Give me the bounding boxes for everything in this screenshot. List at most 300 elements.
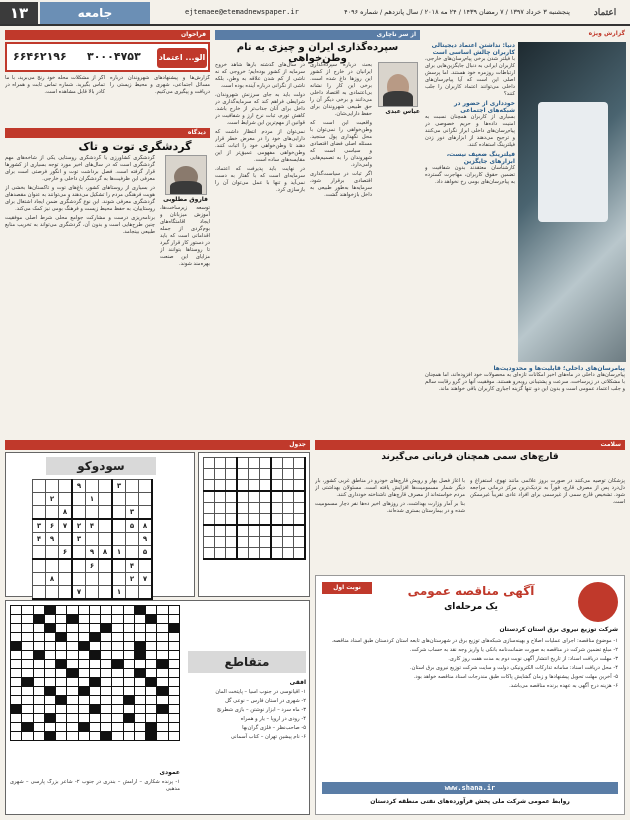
- crossword-cell: [67, 615, 77, 623]
- crossword-cell: [157, 615, 167, 623]
- crossword-cell: [157, 732, 167, 740]
- crossword-cell: [34, 642, 44, 650]
- crossword-cell: [56, 705, 66, 713]
- right-subhead-1: دنیا: نداشتن اعتماد دیجیتالی کاربران چالش اساسی است: [431, 42, 515, 56]
- crossword-cell: [101, 678, 111, 686]
- crossword-cell: [169, 660, 179, 668]
- health-col-1: با آغاز فصل بهار و رویش قارچ‌های خودرو در مناطق غربی کشور، بار دیگر شمار مسمومیت‌ها افزایش یافته است. مسئولان بهداشتی از مردم خواسته‌اند از مصرف قارچ‌های ناشناخته خودداری کنند. بنا بر آمار وزارت بهداشت، در روزهای اخیر ده‌ها نفر دچار مسمومیت شده و در بیمارستان بستری شده‌اند.: [315, 478, 465, 514]
- vertical-clues: ۱- پرنده شکاری – آرامش – بندری در جنوب ۲- شاعر بزرگ پارسی – شهری مذهبی: [10, 779, 180, 792]
- crossword-cell: [157, 669, 167, 677]
- crossword-cell: [22, 615, 32, 623]
- crossword-cell: [56, 732, 66, 740]
- sudoku-answer-cell: [283, 525, 294, 537]
- sudoku-answer-cell: [283, 514, 294, 526]
- opinion-body: گردشگری کشاورزی یا گردشگری روستایی یکی از شاخه‌های مهم گردشگری است که در سال‌های اخیر مورد توجه بسیاری از کشورها قرار گرفته است. فصل برداشت توت و انگور فرصتی است برای معرفی این ظرفیت‌ها به گردشگران داخلی و خارجی. در بسیاری از روستاهای کشور، باغ‌های توت و تاکستان‌ها بخشی از هویت فرهنگی مردم را تشکیل می‌دهند و می‌توانند به عنوان مقصدهای گردشگری معرفی شوند. این نوع گردشگری ضمن ایجاد اشتغال برای روستاییان، به حفظ محیط زیست و فرهنگ بومی نیز کمک می‌کند. برنامه‌ریزی درست و مشارکت جوامع محلی شرط اصلی موفقیت چنین طرح‌هایی است و بدون آن، گردشگری می‌تواند به تخریب منابع طبیعی بینجامد.: [5, 155, 155, 235]
- crossword-cell: [101, 624, 111, 632]
- crossword-cell: [45, 642, 55, 650]
- sudoku-answer-cell: [283, 480, 294, 492]
- crossword-cell: [157, 624, 167, 632]
- crossword-cell: [112, 606, 122, 614]
- crossword-cell: [146, 642, 156, 650]
- sudoku-cell: ۴: [33, 533, 46, 546]
- crossword-cell: [135, 669, 145, 677]
- sudoku-answer-cell: [215, 503, 226, 514]
- sudoku-answer-cell: [283, 548, 294, 560]
- crossword-cell: [101, 705, 111, 713]
- crossword-cell: [112, 696, 122, 704]
- sudoku-cell: [59, 573, 73, 586]
- sudoku-cell: [99, 559, 113, 573]
- crossword-cell: [11, 714, 21, 722]
- crossword-cell: [157, 723, 167, 731]
- sudoku-answer-cell: [260, 514, 272, 526]
- main-author-photo: [378, 62, 418, 107]
- sudoku-cell: ۸: [139, 519, 153, 533]
- sudoku-answer-cell: [215, 525, 226, 537]
- sudoku-cell: [86, 533, 99, 546]
- crossword-cell: [90, 705, 100, 713]
- sudoku-answer-cell: [283, 458, 294, 469]
- crossword-cell: [45, 615, 55, 623]
- sudoku-answer-cell: [271, 514, 283, 526]
- crossword-cell: [45, 687, 55, 695]
- crossword-cell: [79, 723, 89, 731]
- sudoku-cell: [126, 493, 139, 506]
- sudoku-answer-cell: [237, 514, 249, 526]
- sudoku-answer-cell: [260, 537, 272, 548]
- opinion-headline: گردشگری توت و تاک: [78, 140, 192, 153]
- crossword-cell: [67, 633, 77, 641]
- crossword-cell: [146, 714, 156, 722]
- crossword-cell: [22, 660, 32, 668]
- crossword-cell: [90, 687, 100, 695]
- sudoku-cell: ۵: [139, 546, 153, 560]
- crossword-cell: [112, 660, 122, 668]
- sudoku-answer-cell: [249, 537, 260, 548]
- crossword-cell: [90, 651, 100, 659]
- sudoku-cell: [46, 546, 59, 560]
- crossword-cell: [79, 615, 89, 623]
- opinion-bar: دیدگاه: [5, 128, 210, 138]
- crossword-cell: [34, 705, 44, 713]
- crossword-cell: [56, 651, 66, 659]
- crossword-cell: [90, 624, 100, 632]
- sudoku-cell: [86, 506, 99, 520]
- crossword-cell: [157, 687, 167, 695]
- crossword-cell: [135, 732, 145, 740]
- sudoku-cell: ۳: [126, 506, 139, 520]
- sudoku-answer-cell: [294, 548, 306, 560]
- crossword-cell: [135, 723, 145, 731]
- crossword-cell: [101, 696, 111, 704]
- crossword-cell: [157, 633, 167, 641]
- crossword-cell: [135, 642, 145, 650]
- crossword-cell: [56, 615, 66, 623]
- sudoku-cell: ۸: [99, 546, 113, 560]
- sudoku-answer-cell: [215, 548, 226, 560]
- ad-brand: الو... اعتماد: [157, 48, 207, 68]
- opinion-author: فاروق مطلوبی: [163, 196, 208, 203]
- crossword-cell: [79, 651, 89, 659]
- crossword-cell: [79, 732, 89, 740]
- crossword-cell: [45, 669, 55, 677]
- section-email: ejtemaee@etemadnewspaper.ir: [185, 8, 299, 16]
- crossword-cell: [157, 642, 167, 650]
- crossword-cell: [124, 687, 134, 695]
- crossword-cell: [169, 714, 179, 722]
- crossword-cell: [135, 687, 145, 695]
- crossword-cell: [146, 615, 156, 623]
- crossword-cell: [112, 615, 122, 623]
- crossword-cell: [11, 732, 21, 740]
- crossword-cell: [112, 669, 122, 677]
- sudoku-answer-cell: [215, 480, 226, 492]
- crossword-cell: [34, 669, 44, 677]
- crossword-cell: [101, 732, 111, 740]
- sudoku-title: سودوکو: [46, 457, 156, 475]
- sudoku-answer-grid: [203, 457, 306, 560]
- sudoku-answer-cell: [271, 503, 283, 514]
- crossword-cell: [45, 678, 55, 686]
- sudoku-cell: [112, 493, 126, 506]
- crossword-cell: [56, 642, 66, 650]
- crossword-cell: [124, 669, 134, 677]
- crossword-cell: [22, 606, 32, 614]
- crossword-cell: [45, 624, 55, 632]
- crossword-cell: [90, 678, 100, 686]
- tender-site[interactable]: www.shana.ir: [322, 782, 618, 794]
- crossword-cell: [135, 678, 145, 686]
- crossword-cell: [169, 651, 179, 659]
- crossword-cell: [157, 651, 167, 659]
- crossword-panel: [5, 600, 310, 815]
- crossword-cell: [22, 696, 32, 704]
- sudoku-answer-cell: [294, 514, 306, 526]
- sudoku-cell: [46, 506, 59, 520]
- main-article-col-1: بحث درباره سپرده‌گذاری ایرانیان در خارج از کشور این روزها داغ شده است. برخی این کار را نشانه بی‌اعتمادی به اقتصاد داخلی می‌دانند و برخی دیگر آن را حق طبیعی شهروندان برای حفظ دارایی‌شان. واقعیت این است که وطن‌خواهی را نمی‌توان با محل نگهداری پول سنجید. مسئله اصلی فضای اقتصادی و سیاسی است که شهروندان را به تصمیم‌هایی وامی‌دارد. اگر ثبات در سیاست‌گذاری اقتصادی برقرار شود، سرمایه‌ها به‌طور طبیعی به داخل بازخواهند گشت.: [310, 62, 372, 198]
- sudoku-answer-cell: [226, 491, 238, 503]
- crossword-cell: [45, 633, 55, 641]
- crossword-cell: [79, 714, 89, 722]
- sudoku-cell: [72, 493, 86, 506]
- right-subhead-4: پیامرسان‌های داخلی؛ قابلیت‌ها و محدودیت‌ها: [493, 365, 625, 372]
- crossword-cell: [11, 660, 21, 668]
- crossword-cell: [11, 624, 21, 632]
- crossword-cell: [135, 696, 145, 704]
- sudoku-cell: [126, 546, 139, 560]
- sudoku-answer-cell: [260, 503, 272, 514]
- sudoku-answer-cell: [294, 491, 306, 503]
- sudoku-cell: [112, 559, 126, 573]
- crossword-cell: [67, 606, 77, 614]
- crossword-cell: [67, 642, 77, 650]
- sudoku-answer-cell: [204, 458, 215, 469]
- crossword-cell: [34, 714, 44, 722]
- crossword-cell: [101, 642, 111, 650]
- sudoku-cell: [112, 573, 126, 586]
- ad-phone-1: ۶۶۴۶۲۱۹۶: [13, 50, 67, 63]
- sudoku-cell: [99, 533, 113, 546]
- crossword-cell: [124, 606, 134, 614]
- sudoku-answer-cell: [226, 469, 238, 480]
- crossword-cell: [45, 660, 55, 668]
- sudoku-cell: ۹: [46, 533, 59, 546]
- sudoku-cell: ۵: [126, 519, 139, 533]
- sudoku-answer-cell: [204, 491, 215, 503]
- crossword-cell: [157, 678, 167, 686]
- crossword-cell: [169, 678, 179, 686]
- crossword-cell: [169, 615, 179, 623]
- sudoku-answer-cell: [215, 514, 226, 526]
- sudoku-answer-cell: [249, 480, 260, 492]
- sudoku-answer-cell: [271, 548, 283, 560]
- crossword-cell: [67, 624, 77, 632]
- crossword-cell: [34, 606, 44, 614]
- crossword-cell: [56, 687, 66, 695]
- crossword-cell: [157, 696, 167, 704]
- sudoku-answer-cell: [215, 469, 226, 480]
- sudoku-answer-cell: [215, 458, 226, 469]
- sudoku-answer-cell: [283, 537, 294, 548]
- crossword-grid: [10, 605, 180, 741]
- crossword-cell: [112, 705, 122, 713]
- crossword-cell: [112, 651, 122, 659]
- crossword-cell: [169, 705, 179, 713]
- crossword-cell: [45, 606, 55, 614]
- sudoku-cell: ۳: [72, 533, 86, 546]
- sudoku-answer-cell: [294, 525, 306, 537]
- crossword-cell: [169, 723, 179, 731]
- sudoku-cell: [59, 533, 73, 546]
- crossword-cell: [56, 669, 66, 677]
- crossword-cell: [79, 624, 89, 632]
- sudoku-answer-cell: [271, 525, 283, 537]
- crossword-cell: [45, 705, 55, 713]
- right-kicker: گزارش ویژه: [588, 30, 625, 37]
- crossword-cell: [112, 714, 122, 722]
- crossword-cell: [90, 723, 100, 731]
- sudoku-cell: ۶: [46, 519, 59, 533]
- crossword-cell: [124, 615, 134, 623]
- right-subhead-3: فیلترینگ ضعیف نیست، ابزارهای جایگزین: [446, 151, 515, 165]
- crossword-cell: [34, 660, 44, 668]
- crossword-cell: [90, 714, 100, 722]
- crossword-cell: [169, 687, 179, 695]
- crossword-cell: [169, 696, 179, 704]
- sudoku-answer-cell: [294, 469, 306, 480]
- crossword-cell: [135, 606, 145, 614]
- crossword-cell: [11, 687, 21, 695]
- crossword-cell: [146, 624, 156, 632]
- crossword-cell: [34, 696, 44, 704]
- sudoku-cell: ۶: [59, 546, 73, 560]
- crossword-cell: [34, 633, 44, 641]
- crossword-cell: [112, 723, 122, 731]
- crossword-title: متقاطع: [188, 651, 306, 673]
- sudoku-cell: [99, 480, 113, 493]
- sudoku-cell: [99, 519, 113, 533]
- crossword-cell: [146, 633, 156, 641]
- page-number: ۱۳: [0, 2, 38, 24]
- crossword-cell: [67, 696, 77, 704]
- crossword-cell: [11, 606, 21, 614]
- sudoku-cell: [59, 559, 73, 573]
- sudoku-cell: [86, 573, 99, 586]
- sudoku-answer-cell: [271, 537, 283, 548]
- sudoku-cell: ۷: [59, 519, 73, 533]
- crossword-cell: [11, 642, 21, 650]
- sudoku-answer-cell: [249, 514, 260, 526]
- sudoku-cell: ۹: [86, 546, 99, 560]
- crossword-cell: [34, 624, 44, 632]
- sudoku-answer-cell: [271, 458, 283, 469]
- tender-logo-icon: [578, 582, 618, 622]
- right-article-col-2: پیامرسان‌های داخلی؛ قابلیت‌ها و محدودیت‌ها پیام‌رسان‌های داخلی در ماه‌های اخیر امکانات تازه‌ای به محصولات خود افزوده‌اند، اما همچنان با مشکلاتی در زیرساخت، سرعت و پشتیبانی روبه‌رو هستند. موفقیت آنها در گرو رقابت سالم و جلب اعتماد عمومی است و بدون این دو، تنها گزینه اجباری کاربران باقی خواهند ماند.: [425, 365, 625, 392]
- crossword-cell: [124, 624, 134, 632]
- crossword-cell: [22, 651, 32, 659]
- sudoku-cell: [126, 480, 139, 493]
- sudoku-cell: [126, 533, 139, 546]
- crossword-cell: [112, 642, 122, 650]
- sudoku-cell: [139, 559, 153, 573]
- opinion-body-2: توسعه زیرساخت‌ها، آموزش میزبانان و ایجاد اقامتگاه‌های بوم‌گردی از جمله اقداماتی است که باید در دستور کار قرار گیرد تا روستاها بتوانند از مزایای این صنعت بهره‌مند شوند.: [160, 205, 210, 267]
- sudoku-cell: [126, 586, 139, 600]
- crossword-cell: [22, 624, 32, 632]
- main-article-bar: از سر ناچاری: [215, 30, 420, 40]
- crossword-cell: [157, 714, 167, 722]
- sudoku-cell: ۱: [86, 493, 99, 506]
- sudoku-answer-cell: [249, 503, 260, 514]
- crossword-cell: [45, 696, 55, 704]
- sudoku-answer-cell: [294, 537, 306, 548]
- sudoku-answer-cell: [237, 491, 249, 503]
- crossword-cell: [67, 669, 77, 677]
- crossword-cell: [56, 633, 66, 641]
- sudoku-answer-cell: [249, 458, 260, 469]
- sudoku-answer-cell: [204, 537, 215, 548]
- sudoku-answer-cell: [226, 480, 238, 492]
- sudoku-answer-cell: [271, 469, 283, 480]
- sudoku-cell: [139, 480, 153, 493]
- ad-phone-2: ۳۰۰۰۴۷۵۳: [87, 50, 141, 63]
- sudoku-cell: ۶: [86, 559, 99, 573]
- ad-text-right: گزارش‌ها و پیشنهادهای شهروندان درباره مسائل اجتماعی، شهری و محیط زیستی را دریافت و پیگیری می‌کنیم.: [110, 75, 210, 95]
- crossword-cell: [135, 633, 145, 641]
- sudoku-cell: ۸: [59, 506, 73, 520]
- sudoku-cell: [99, 493, 113, 506]
- sudoku-cell: ۲: [72, 519, 86, 533]
- sudoku-answer-cell: [249, 548, 260, 560]
- sudoku-answer-cell: [204, 469, 215, 480]
- crossword-cell: [56, 660, 66, 668]
- crossword-cell: [90, 669, 100, 677]
- crossword-cell: [124, 660, 134, 668]
- crossword-cell: [22, 732, 32, 740]
- sudoku-answer-cell: [204, 514, 215, 526]
- puzzle-bar: جدول: [5, 440, 310, 450]
- sudoku-cell: [86, 480, 99, 493]
- tender-body: ۱- موضوع مناقصه: اجرای عملیات اصلاح و بهینه‌سازی شبکه‌های توزیع برق در شهرستان‌های تابعه استان کردستان طبق اسناد مناقصه. ۲- مبلغ تضمین شرکت در مناقصه به صورت ضمانت‌نامه بانکی یا واریز وجه نقد به حساب شرکت. ۳- مهلت دریافت اسناد: از تاریخ انتشار آگهی نوبت دوم به مدت هفت روز کاری. ۴- محل دریافت اسناد: سامانه تدارکات الکترونیکی دولت و سایت شرکت توزیع نیروی برق استان. ۵- آخرین مهلت تحویل پیشنهادها و زمان گشایش پاکات طبق مندرجات اسناد مناقصه خواهد بود. ۶- هزینه درج آگهی به عهده برنده مناقصه می‌باشد.: [331, 638, 618, 689]
- sudoku-cell: [72, 573, 86, 586]
- sudoku-cell: [86, 586, 99, 600]
- sudoku-cell: [59, 586, 73, 600]
- phone-photo: [518, 42, 626, 362]
- crossword-cell: [79, 705, 89, 713]
- sudoku-cell: ۲: [126, 573, 139, 586]
- sudoku-cell: [99, 506, 113, 520]
- sudoku-answer-cell: [226, 503, 238, 514]
- sudoku-answer-cell: [204, 525, 215, 537]
- crossword-cell: [112, 678, 122, 686]
- main-author: عباس عبدی: [385, 108, 420, 115]
- sudoku-answer-cell: [226, 525, 238, 537]
- crossword-cell: [135, 624, 145, 632]
- ad-text-left: اگر از مشکلات محله خود رنج می‌برید، با ما تماس بگیرید. شماره تماس ثابت و همراه در کادر بالا قابل مشاهده است.: [5, 75, 105, 95]
- sudoku-cell: [46, 559, 59, 573]
- crossword-cell: [124, 678, 134, 686]
- sudoku-cell: [59, 480, 73, 493]
- crossword-cell: [101, 687, 111, 695]
- sudoku-cell: [59, 493, 73, 506]
- sudoku-cell: [72, 506, 86, 520]
- crossword-cell: [22, 714, 32, 722]
- sudoku-cell: ۱: [112, 546, 126, 560]
- crossword-cell: [101, 633, 111, 641]
- crossword-cell: [124, 696, 134, 704]
- crossword-cell: [146, 606, 156, 614]
- crossword-cell: [135, 615, 145, 623]
- sudoku-cell: [33, 480, 46, 493]
- crossword-cell: [79, 660, 89, 668]
- crossword-cell: [34, 615, 44, 623]
- crossword-cell: [112, 633, 122, 641]
- right-subhead-2: خودداری از حضور در شبکه‌های اجتماعی: [453, 100, 515, 114]
- sudoku-answer-cell: [237, 480, 249, 492]
- tender-subtitle: یک مرحله‌ای: [444, 602, 498, 612]
- newspaper-logo: اعتماد: [593, 8, 617, 18]
- crossword-cell: [124, 705, 134, 713]
- sudoku-answer-cell: [283, 491, 294, 503]
- crossword-cell: [79, 669, 89, 677]
- crossword-cell: [34, 732, 44, 740]
- sudoku-answer-cell: [249, 469, 260, 480]
- crossword-cell: [56, 624, 66, 632]
- crossword-cell: [11, 669, 21, 677]
- sudoku-cell: [112, 506, 126, 520]
- health-headline: قارچ‌های سمی همچنان قربانی می‌گیرند: [381, 452, 559, 462]
- crossword-cell: [124, 714, 134, 722]
- crossword-cell: [79, 696, 89, 704]
- sudoku-answer-cell: [226, 458, 238, 469]
- crossword-cell: [101, 714, 111, 722]
- main-headline: سپرده‌گذاری ایران و چیزی به نام وطن‌خواهی: [236, 42, 399, 64]
- crossword-cell: [169, 642, 179, 650]
- crossword-cell: [45, 723, 55, 731]
- horizontal-label: افقی: [289, 679, 306, 686]
- sudoku-answer-cell: [249, 491, 260, 503]
- crossword-cell: [90, 606, 100, 614]
- sudoku-answer-cell: [215, 537, 226, 548]
- sudoku-cell: [139, 506, 153, 520]
- horizontal-clues: ۱- اقیانوسی در جنوب آسیا – پایتخت آلمان ۲- شهری در استان فارس – نوعی گل ۳- ماه سرد – ابزار نوشتن – بازی شطرنج ۴- رودی در اروپا – یار و همراه ۵- صاحب‌نظر – فلزی گران‌بها ۶- نام پیشین تهران – کتاب آسمانی: [215, 689, 306, 740]
- crossword-cell: [157, 705, 167, 713]
- crossword-cell: [169, 669, 179, 677]
- crossword-cell: [112, 687, 122, 695]
- sudoku-cell: [72, 546, 86, 560]
- sudoku-answer-cell: [237, 503, 249, 514]
- sudoku-answer-cell: [260, 491, 272, 503]
- crossword-cell: [11, 723, 21, 731]
